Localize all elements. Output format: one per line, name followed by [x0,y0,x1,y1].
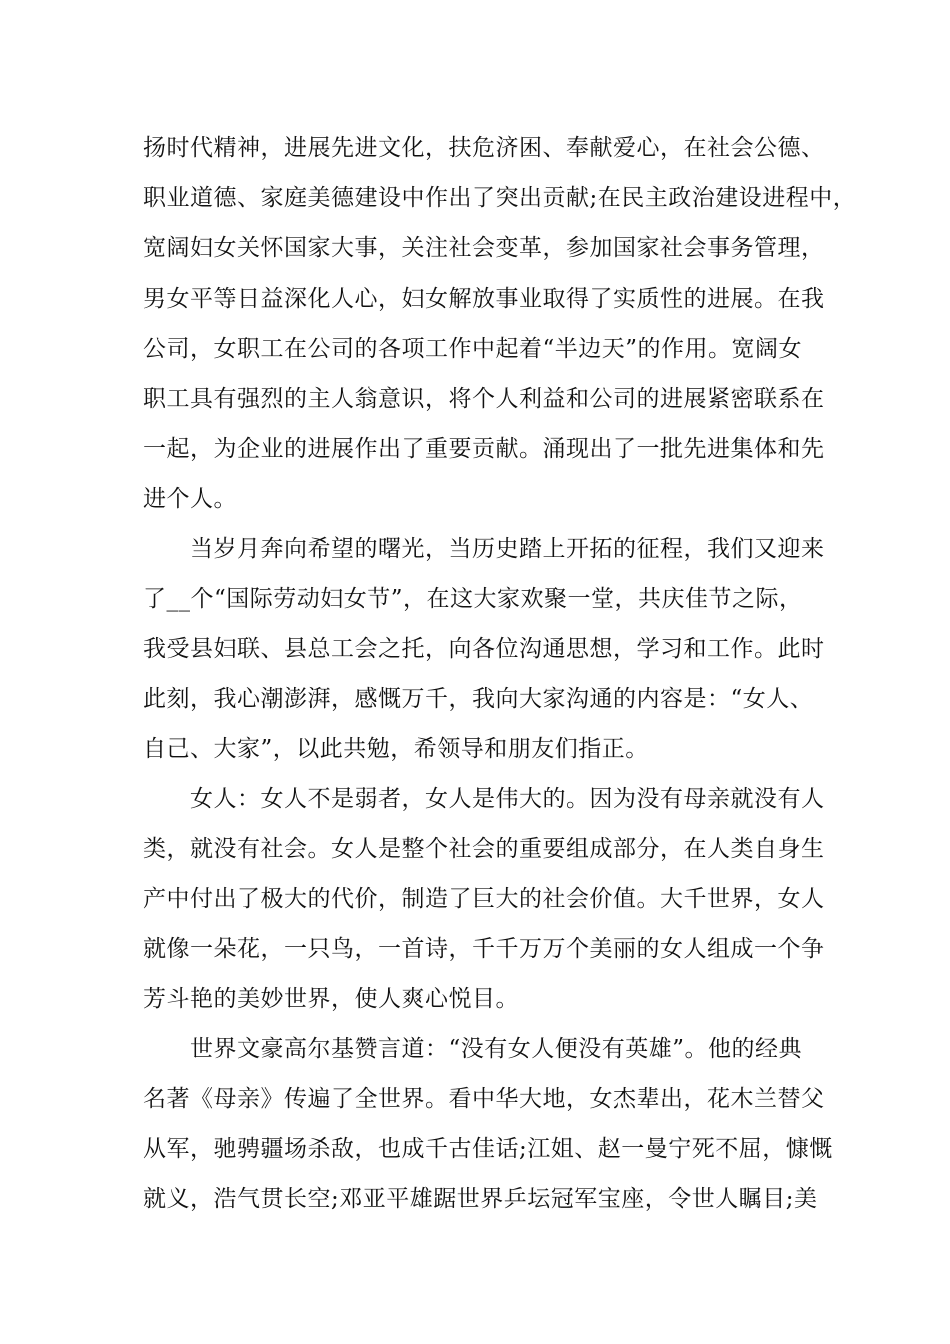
text-line: 我受县妇联、县总工会之托，向各位沟通思想，学习和工作。此时 [143,636,825,662]
text-line: 公司，女职工在公司的各项工作中起着“半边天”的作用。宽阔女 [143,336,803,362]
text-line: 类，就没有社会。女人是整个社会的重要组成部分，在人类自身生 [143,836,825,862]
paragraph-first-line: 世界文豪高尔基赞言道：“没有女人便没有英雄”。他的经典 [190,1036,803,1062]
text-line: 就像一朵花，一只鸟，一首诗，千千万万个美丽的女人组成一个争 [143,936,825,962]
text-line: 进个人。 [143,486,237,512]
text-line: 从军，驰骋疆场杀敌，也成千古佳话;江姐、赵一曼宁死不屈，慷慨 [143,1136,833,1162]
text-line: 自己、大家”，以此共勉，希领导和朋友们指正。 [143,736,649,762]
text-line: 职业道德、家庭美德建设中作出了突出贡献;在民主政治建设进程中， [143,185,857,211]
text-line: 了__个“国际劳动妇女节”，在这大家欢聚一堂，共庆佳节之际， [143,586,803,612]
text-line: 职工具有强烈的主人翁意识，将个人利益和公司的进展紧密联系在 [143,386,825,412]
text-line: 宽阔妇女关怀国家大事，关注社会变革，参加国家社会事务管理， [143,235,825,261]
text-line: 就义，浩气贯长空;邓亚平雄踞世界乒坛冠军宝座，令世人瞩目;美 [143,1186,818,1212]
text-line: 此刻，我心潮澎湃，感慨万千，我向大家沟通的内容是：“女人、 [143,686,814,712]
paragraph-first-line: 女人：女人不是弱者，女人是伟大的。因为没有母亲就没有人 [190,786,825,812]
text-line: 扬时代精神，进展先进文化，扶危济困、奉献爱心，在社会公德、 [143,135,825,161]
paragraph-first-line: 当岁月奔向希望的曙光，当历史踏上开拓的征程，我们又迎来 [190,536,825,562]
text-line: 男女平等日益深化人心，妇女解放事业取得了实质性的进展。在我 [143,286,825,312]
text-line: 名著《母亲》传遍了全世界。看中华大地，女杰辈出，花木兰替父 [143,1086,825,1112]
text-line: 一起，为企业的进展作出了重要贡献。涌现出了一批先进集体和先 [143,436,825,462]
text-line: 产中付出了极大的代价，制造了巨大的社会价值。大千世界，女人 [143,886,825,912]
text-line: 芳斗艳的美妙世界，使人爽心悦目。 [143,986,519,1012]
